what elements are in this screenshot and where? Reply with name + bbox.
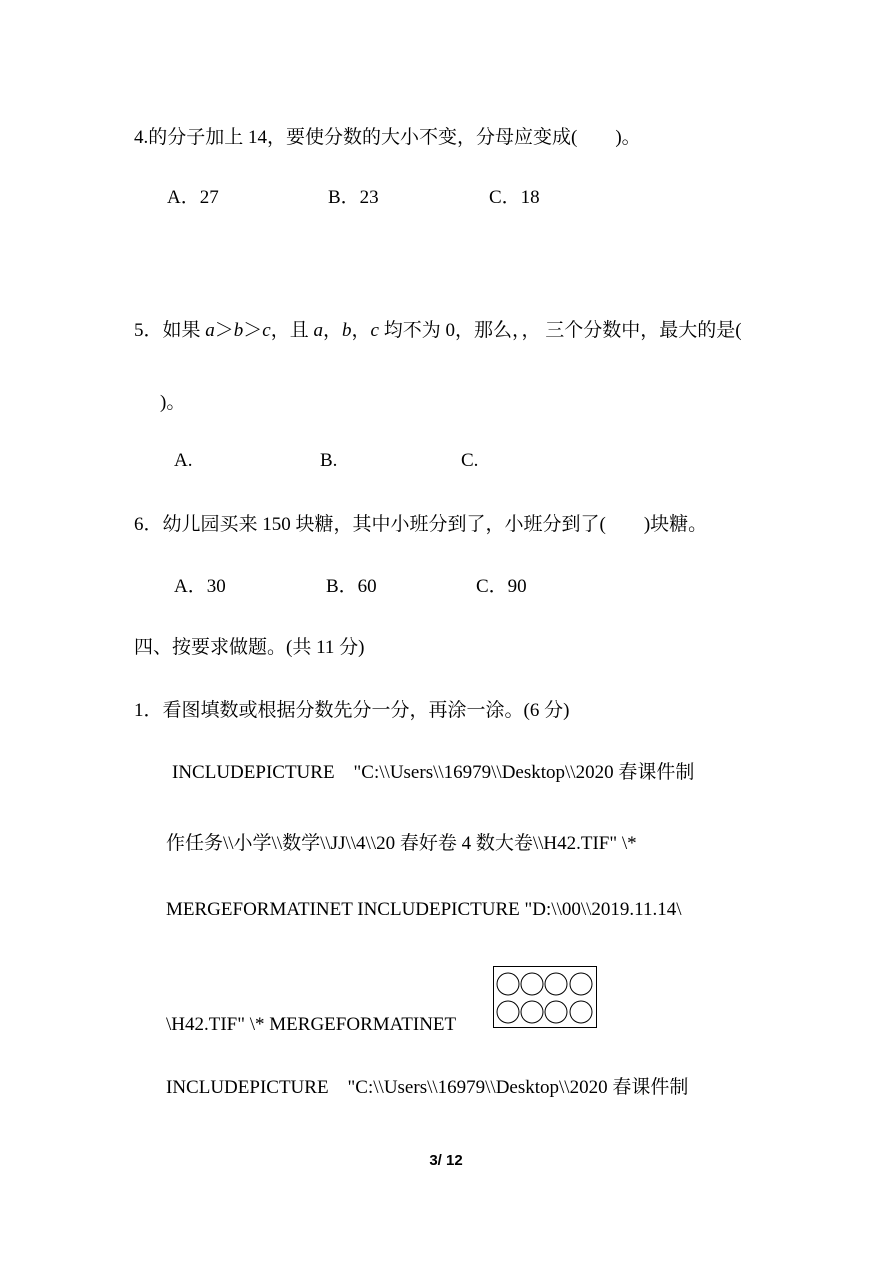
field-code-line-4: \H42.TIF" \* MERGEFORMATINET: [166, 1014, 457, 1035]
q4-option-b: B．23: [328, 187, 379, 208]
q5-var-b2: b: [342, 320, 352, 341]
circles-figure: [493, 966, 597, 1028]
circle-5: [497, 1001, 519, 1023]
q6-option-a: A．30: [174, 576, 226, 597]
circle-4: [570, 973, 592, 995]
q4-option-c: C．18: [489, 187, 540, 208]
q5-text-3: 均不为 0，那么，， 三个分数中，最大的是(: [378, 320, 742, 341]
field-code-line-5: INCLUDEPICTURE "C:\\Users\\16979\\Desktop\\2020 春课件制: [166, 1077, 689, 1098]
q5-comma-1: ，: [323, 320, 343, 341]
q5-gt-2: ＞: [243, 320, 263, 341]
q1-stem: 1．看图填数或根据分数先分一分，再涂一涂。(6 分): [134, 700, 570, 721]
circle-1: [497, 973, 519, 995]
q5-option-a: A.: [174, 450, 193, 471]
q5-stem-continued: )。: [160, 392, 186, 413]
field-code-line-3: MERGEFORMATINET INCLUDEPICTURE "D:\\00\\2019.11.14\: [166, 899, 682, 920]
circles-figure-svg: [494, 967, 598, 1029]
q5-var-c: c: [262, 320, 271, 341]
circle-6: [521, 1001, 543, 1023]
field-code-line-1: INCLUDEPICTURE "C:\\Users\\16979\\Desktop\\2020 春课件制: [172, 762, 695, 783]
q5-option-b: B.: [320, 450, 338, 471]
q5-var-b: b: [233, 320, 244, 341]
q5-var-a2: a: [313, 320, 323, 341]
q5-option-c: C.: [461, 450, 479, 471]
section-heading: 四、按要求做题。(共 11 分): [134, 637, 365, 658]
circle-2: [521, 973, 543, 995]
q5-text-1: 5．如果: [134, 320, 206, 341]
circle-8: [570, 1001, 592, 1023]
q4-option-a: A．27: [167, 187, 219, 208]
q6-option-b: B．60: [326, 576, 377, 597]
circle-7: [545, 1001, 567, 1023]
q6-option-c: C．90: [476, 576, 527, 597]
field-code-line-2: 作任务\\小学\\数学\\JJ\\4\\20 春好卷 4 数大卷\\H42.TIF" \*: [166, 833, 637, 854]
q5-stem: [134, 319, 742, 343]
q5-comma-2: ，: [351, 320, 371, 341]
q6-stem: 6．幼儿园买来 150 块糖，其中小班分到了，小班分到了( )块糖。: [134, 514, 708, 535]
q5-gt-1: ＞: [214, 320, 234, 341]
page-number: 3/ 12: [429, 1152, 463, 1169]
q5-text-2: ，且: [270, 320, 314, 341]
q5-var-c2: c: [370, 320, 379, 341]
q4-stem: 4.的分子加上 14，要使分数的大小不变，分母应变成( )。: [134, 127, 641, 148]
circle-3: [545, 973, 567, 995]
q5-var-a: a: [205, 320, 215, 341]
